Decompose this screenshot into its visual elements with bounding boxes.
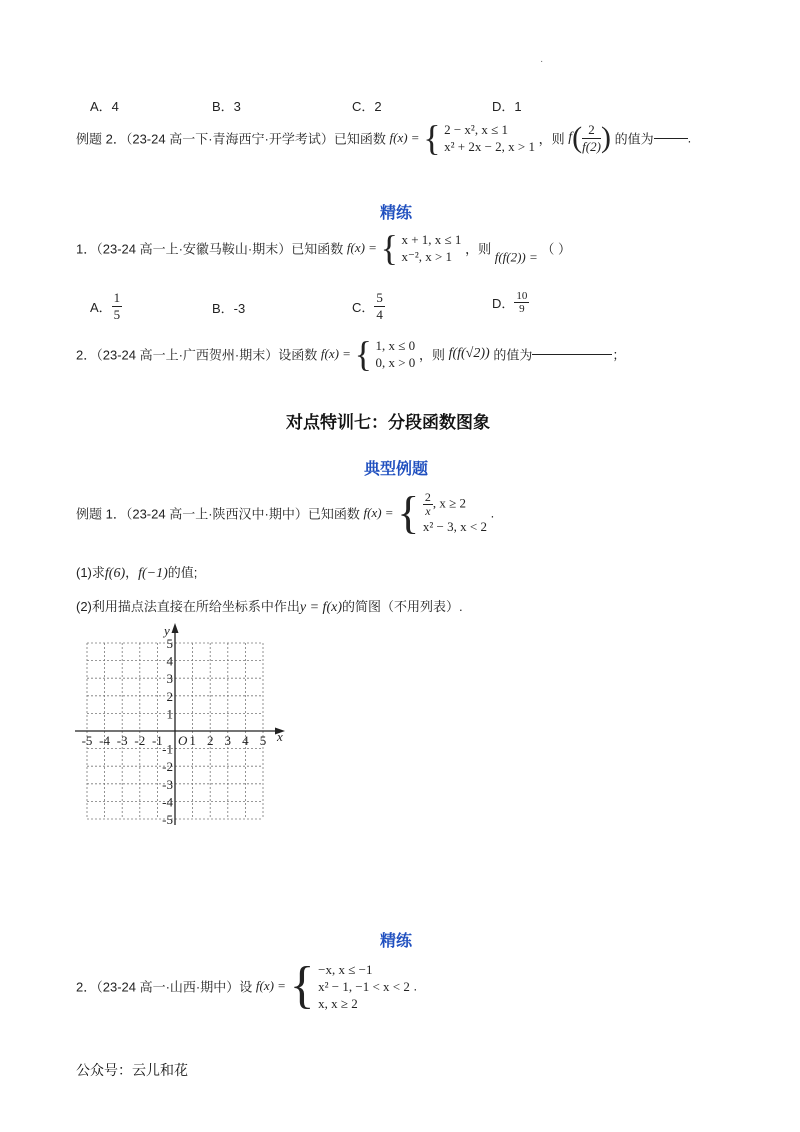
problem-2-expr: f(f(√2)) [448, 346, 490, 361]
tick-labels [82, 623, 283, 827]
sub-1-separator: ， [125, 565, 139, 580]
problem-1-option-d [492, 290, 529, 315]
coordinate-grid [70, 618, 300, 830]
case-1: 2 − x², x ≤ 1 [444, 122, 508, 137]
y-tick-label: 3 [166, 671, 173, 687]
x-tick-label: -1 [151, 733, 163, 748]
numerator: 2 [424, 490, 431, 504]
practice-heading-1: 精练 [380, 205, 413, 222]
f-symbol: f [568, 130, 573, 145]
brace: { [423, 118, 441, 158]
answer-blank [532, 354, 612, 355]
sub-question-2 [76, 596, 463, 616]
y-tick-label: 1 [166, 706, 173, 722]
x-tick-label: 5 [259, 733, 267, 748]
x-tick-label: 2 [206, 733, 214, 748]
practice-heading-2: 精练 [380, 933, 413, 950]
section-title: 对点特训七：分段函数图象 [286, 413, 490, 432]
problem-1-option-c [352, 290, 385, 323]
example-1 [76, 487, 495, 538]
brace: { [289, 957, 315, 1014]
option-label: D． [492, 296, 515, 311]
example-2-prefix: 例题 2．（23-24 高一下·青海西宁·开学考试）已知函数 [76, 131, 386, 147]
problem-3-cases [318, 961, 410, 1012]
option-d: D．1 [492, 99, 522, 114]
problem-1-cases [401, 231, 461, 265]
denominator: 4 [376, 307, 383, 322]
example-2 [76, 120, 691, 156]
case-1: x + 1, x ≤ 1 [401, 232, 462, 247]
numerator: 10 [516, 290, 528, 302]
brace: { [380, 228, 398, 268]
option-a: A．4 [90, 99, 119, 114]
problem-2-then: ，则 [418, 347, 445, 363]
sub-2-suffix: 的简图（不用列表）. [341, 599, 463, 614]
y-tick-label: -3 [162, 776, 173, 792]
y-tick-label: 5 [166, 636, 173, 651]
paren-close: ) [600, 121, 611, 154]
problem-3-prefix: 2．（23-24 高一·山西·期中）设 [76, 979, 253, 995]
case-2: x² − 3, x < 2 [422, 519, 487, 534]
option-b: B．3 [212, 99, 241, 114]
denominator: x [425, 504, 431, 518]
y-tick-label: 2 [166, 688, 173, 704]
numerator: 1 [113, 290, 121, 305]
y-tick-label: 4 [166, 653, 173, 669]
example-2-suffix: 的值为 [614, 131, 654, 147]
example-1-cases [423, 491, 487, 535]
case-1 [423, 491, 487, 518]
option-c: C．2 [352, 99, 382, 114]
problem-1-option-b: B．-3 [212, 301, 246, 316]
y-tick-label: -5 [162, 812, 173, 827]
sub-1-prefix: (1)求 [76, 565, 105, 580]
sub-2-prefix: (2)利用描点法直接在所给坐标系中作出 [76, 599, 300, 614]
paren-open: ( [572, 121, 583, 154]
problem-1 [76, 230, 571, 266]
example-1-func: f(x) = [363, 505, 394, 520]
y-tick-label: -4 [162, 794, 173, 810]
answer-blank [654, 138, 688, 139]
origin-label: O [178, 733, 188, 748]
problem-1-expr: f(f(2)) = [494, 249, 538, 265]
answer-paren: （ ） [541, 241, 572, 257]
denominator: 9 [519, 303, 525, 315]
problem-2-suffix: 的值为 [493, 347, 533, 363]
problem-2-end: ； [612, 347, 626, 363]
axes [75, 623, 285, 825]
fraction-denominator: f(2) [582, 138, 601, 154]
case-2: x² + 2x − 2, x > 1 [444, 139, 535, 154]
problem-3-func: f(x) = [255, 978, 286, 993]
case-2: 0, x > 0 [375, 355, 416, 370]
case-2: x⁻², x > 1 [401, 249, 453, 264]
x-tick-label: -5 [81, 733, 93, 748]
typical-examples-heading: 典型例题 [364, 461, 429, 478]
x-tick-label: 3 [224, 733, 232, 748]
top-mark: · [540, 56, 544, 67]
example-2-fraction [582, 122, 601, 155]
brace: { [397, 487, 420, 538]
x-axis-label: x [277, 729, 283, 744]
case-2: x² − 1, −1 < x < 2 [318, 978, 410, 994]
y-tick-label: -1 [162, 741, 173, 757]
problem-1-prefix: 1．（23-24 高一上·安徽马鞍山·期末）已知函数 [76, 241, 344, 257]
x-tick-label: 4 [242, 733, 249, 748]
problem-2 [76, 336, 625, 372]
option-a-fraction [112, 290, 123, 323]
sub-1-expr-2: f(−1) [138, 566, 168, 581]
numerator: 5 [376, 290, 383, 305]
y-axis-arrow [172, 623, 179, 633]
problem-1-option-a [90, 290, 122, 323]
problem-2-prefix: 2．（23-24 高一上·广西贺州·期末）设函数 [76, 347, 318, 363]
sub-question-1 [76, 562, 197, 582]
x-tick-label: 1 [189, 733, 196, 748]
sub-2-expr: y = f(x) [299, 600, 342, 615]
x-tick-label: -2 [134, 733, 146, 748]
option-label: A． [90, 300, 112, 315]
option-label: C． [352, 300, 375, 315]
denominator: 5 [113, 307, 121, 322]
option-d-fraction [514, 290, 529, 315]
case-1-fraction [423, 491, 433, 518]
case-1: 1, x ≤ 0 [375, 338, 416, 353]
footer-account: 公众号：云儿和花 [76, 1062, 188, 1078]
x-tick-label: -4 [99, 733, 111, 748]
example-2-func: f(x) = [389, 130, 420, 145]
example-2-cases [444, 121, 535, 155]
option-c-fraction [374, 290, 385, 323]
problem-3-end: . [413, 978, 418, 994]
problem-3 [76, 957, 418, 1014]
example-2-end: . [687, 130, 692, 146]
problem-1-then: ，则 [465, 241, 492, 257]
case-1-condition: , x ≥ 2 [432, 495, 467, 511]
problem-2-cases [375, 337, 415, 371]
y-tick-label: -2 [162, 759, 173, 775]
problem-2-func: f(x) = [320, 346, 351, 361]
problem-1-func: f(x) = [346, 240, 377, 255]
case-3: x, x ≥ 2 [318, 995, 358, 1011]
case-1: −x, x ≤ −1 [318, 961, 373, 977]
sub-1-suffix: 的值; [167, 565, 198, 580]
sub-1-expr-1: f(6) [104, 566, 126, 581]
y-axis-label: y [164, 623, 170, 638]
example-2-then: ，则 [538, 131, 565, 147]
fraction-numerator: 2 [582, 122, 601, 139]
brace: { [354, 334, 372, 374]
example-1-end: . [490, 505, 495, 521]
x-tick-label: -3 [116, 733, 128, 748]
example-1-prefix: 例题 1．（23-24 高一上·陕西汉中·期中）已知函数 [76, 506, 360, 522]
